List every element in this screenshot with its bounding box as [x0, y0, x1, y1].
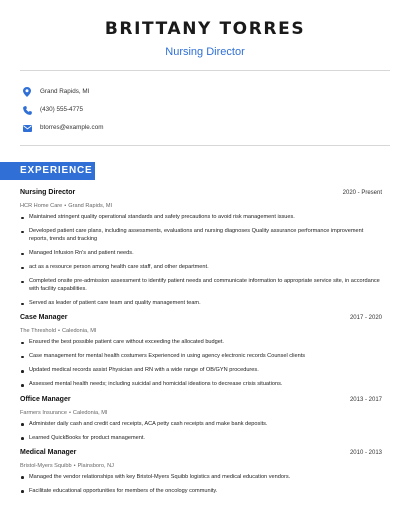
- job-employer: [20, 408, 382, 418]
- contact-phone: [22, 101, 410, 119]
- bullet-item: Case management for mental health costumers Experienced in using agency electronic records Counsel clients: [20, 353, 382, 361]
- contact-email[interactable]: [22, 119, 410, 137]
- experience-section-title: EXPERIENCE: [20, 165, 93, 176]
- bullet-item: Managed the vendor relationships with key Bristol-Myers Squibb logistics and medical education vendors.: [20, 474, 382, 482]
- bullet-item: act as a resource person among health care staff, and other department.: [20, 264, 382, 272]
- contact-info: [0, 71, 410, 137]
- separator-dot: •: [64, 203, 67, 209]
- job-dates: 2017 - 2020: [349, 315, 382, 322]
- job-bullets: [20, 339, 382, 389]
- job-header: [20, 314, 382, 325]
- contact-location-text: Grand Rapids, MI: [40, 88, 90, 95]
- experience-list: [20, 189, 382, 502]
- job-title: Office Manager: [20, 395, 71, 403]
- separator-dot: •: [68, 409, 71, 416]
- contact-divider: [20, 145, 390, 146]
- bullet-item: Managed Infusion Rn's and patient needs.: [20, 250, 382, 258]
- contact-email-text[interactable]: btorres@example.com: [40, 124, 104, 131]
- bullet-item: Maintained stringent quality operational standards and safety precautions to avoid risk management issues.: [20, 214, 382, 222]
- job-company: Bristol-Myers Squibb: [20, 462, 72, 469]
- email-icon: [22, 123, 32, 133]
- separator-dot: •: [57, 328, 60, 335]
- job-title: Case Manager: [20, 314, 68, 322]
- job-dates: 2010 - 2013: [349, 449, 382, 456]
- candidate-name: BRITTANY TORRES: [104, 19, 306, 39]
- job-entry: [20, 396, 382, 443]
- bullet-item: Learned QuickBooks for product management.: [20, 435, 382, 443]
- job-company: The Threshold: [20, 328, 56, 335]
- job-header: [20, 189, 382, 200]
- job-location: Caledonia, MI: [61, 328, 97, 335]
- contact-phone-text: (430) 555-4775: [40, 106, 84, 113]
- job-entry: [20, 314, 382, 389]
- job-dates: 2013 - 2017: [349, 396, 382, 403]
- job-location: Grand Rapids, MI: [68, 203, 113, 209]
- job-bullets: [20, 421, 382, 443]
- job-dates: 2020 - Present: [342, 190, 382, 196]
- job-location: Caledonia, MI: [72, 409, 108, 416]
- bullet-item: Ensured the best possible patient care without exceeding the allocated budget.: [20, 339, 382, 347]
- contact-location: [22, 83, 410, 101]
- job-bullets: [20, 474, 382, 496]
- job-location: Plainsboro, NJ: [77, 462, 114, 469]
- job-company: Farmers Insurance: [20, 409, 67, 416]
- job-title: Medical Manager: [20, 448, 77, 456]
- job-employer: [20, 461, 382, 471]
- job-employer: [20, 201, 382, 211]
- bullet-item: Developed patient care plans, including assessments, evaluations and nursing diagnoses Quality assurance performance improvement reports, trends and tracking: [20, 228, 382, 244]
- separator-dot: •: [73, 462, 76, 469]
- phone-icon: [22, 105, 32, 115]
- job-company: HCR Home Care: [20, 203, 63, 209]
- job-header: [20, 396, 382, 407]
- bullet-item: Administer daily cash and credit card receipts, ACA petty cash receipts and make bank deposits.: [20, 421, 382, 429]
- job-employer: [20, 326, 382, 336]
- job-title: Nursing Director: [20, 189, 76, 196]
- bullet-item: Assessed mental health needs; including suicidal and homicidal ideations to decrease crisis situations.: [20, 381, 382, 389]
- bullet-item: Served as leader of patient care team and quality management team.: [20, 300, 382, 308]
- job-entry: [20, 449, 382, 496]
- candidate-role: Nursing Director: [165, 46, 245, 58]
- bullet-item: Facilitate educational opportunities for members of the oncology community.: [20, 488, 382, 496]
- job-entry: [20, 189, 382, 308]
- bullet-item: Updated medical records assist Physician and RN with a wide range of OB/GYN procedures.: [20, 367, 382, 375]
- job-header: [20, 449, 382, 460]
- location-pin-icon: [22, 87, 32, 97]
- bullet-item: Completed onsite pre-admission assessment to identify patient needs and communicate information to appropriate service site, in accordance with facility capabilities.: [20, 278, 382, 294]
- job-bullets: [20, 214, 382, 308]
- resume-header: [0, 0, 410, 59]
